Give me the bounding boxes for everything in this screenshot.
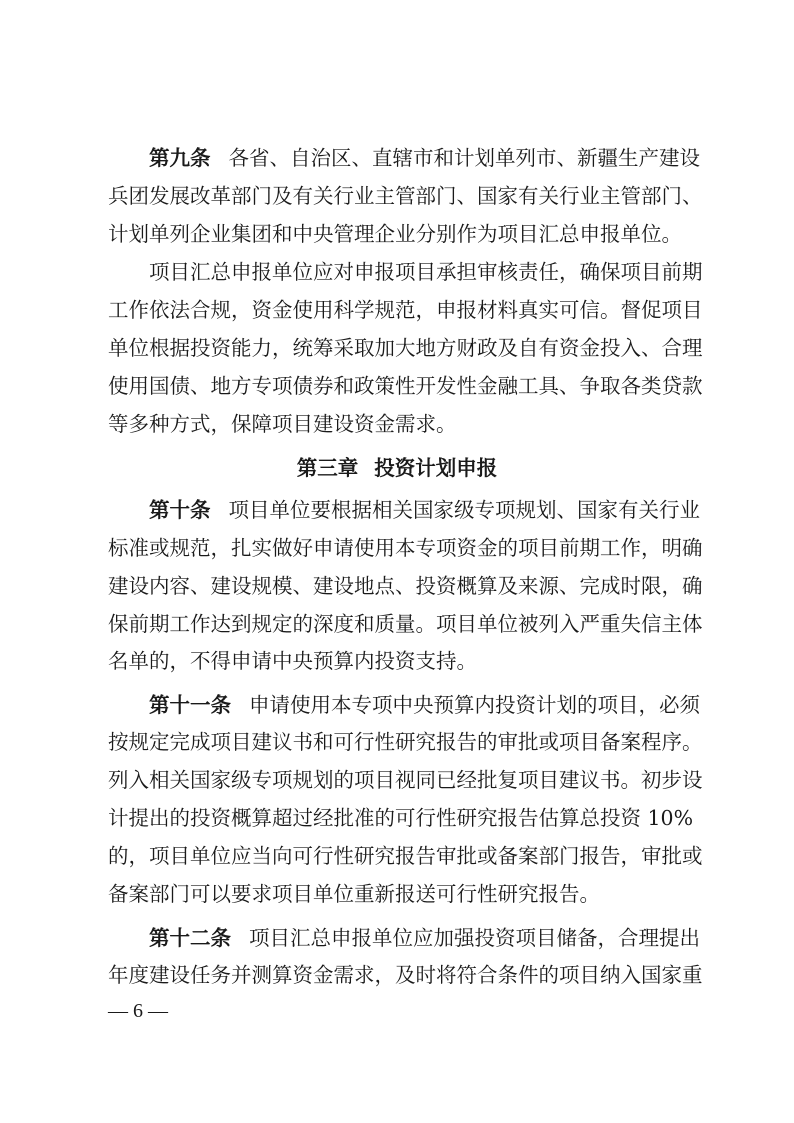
line-text: 单位根据投资能力，统筹采取加大地方财政及自有资金投入、合理 (108, 336, 703, 360)
paragraph-line (108, 367, 703, 405)
line-text: 计划单列企业集团和中央管理企业分别作为项目汇总申报单位。 (108, 222, 682, 246)
line-text: 名单的，不得申请中央预算内投资支持。 (108, 649, 477, 673)
line-text: 的，项目单位应当向可行性研究报告审批或备案部门报告，审批或 (108, 844, 703, 868)
line-text: 项目汇总申报单位应对申报项目承担审核责任，确保项目前期 (149, 260, 703, 284)
paragraph-line (108, 799, 694, 837)
paragraph-line (108, 723, 703, 761)
line-text: 申请使用本专项中央预算内投资计划的项目，必须 (249, 693, 700, 717)
paragraph-line (108, 761, 703, 799)
paragraph-line (108, 567, 703, 605)
article-number: 第十二条 (149, 926, 231, 950)
line-text: 等多种方式，保障项目建设资金需求。 (108, 412, 457, 436)
article-number: 第十一条 (149, 693, 231, 717)
chapter-heading (0, 449, 794, 487)
paragraph-line (108, 405, 691, 443)
paragraph-line (108, 529, 703, 567)
line-text: 保前期工作达到规定的深度和质量。项目单位被列入严重失信主体 (108, 612, 703, 636)
paragraph-line (149, 139, 700, 177)
line-text: 计提出的投资概算超过经批准的可行性研究报告估算总投资 10% (108, 806, 694, 830)
paragraph-line (108, 215, 691, 253)
line-text: 项目汇总申报单位应加强投资项目储备，合理提出 (249, 926, 700, 950)
article-number: 第九条 (149, 146, 211, 170)
line-text: 标准或规范，扎实做好申请使用本专项资金的项目前期工作，明确 (108, 536, 703, 560)
paragraph-line (108, 837, 703, 875)
paragraph-line (108, 291, 703, 329)
line-text: 各省、自治区、直辖市和计划单列市、新疆生产建设 (228, 146, 700, 170)
line-text: 备案部门可以要求项目单位重新报送可行性研究报告。 (108, 882, 600, 906)
paragraph-line (149, 253, 703, 291)
line-text: 按规定完成项目建议书和可行性研究报告的审批或项目备案程序。 (108, 730, 703, 754)
line-text: 项目单位要根据相关国家级专项规划、国家有关行业 (228, 498, 700, 522)
chapter-number: 第三章 (296, 456, 359, 480)
article-number: 第十条 (149, 498, 211, 522)
paragraph-line (108, 875, 691, 913)
paragraph-line (108, 177, 703, 215)
line-text: 使用国债、地方专项债券和政策性开发性金融工具、争取各类贷款 (108, 374, 703, 398)
paragraph-line (108, 642, 691, 680)
paragraph-line (108, 956, 703, 994)
paragraph-line (149, 686, 700, 724)
paragraph-line (108, 329, 703, 367)
line-text: 列入相关国家级专项规划的项目视同已经批复项目建议书。初步设 (108, 768, 703, 792)
line-text: 建设内容、建设规模、建设地点、投资概算及来源、完成时限，确 (108, 574, 703, 598)
line-text: 年度建设任务并测算资金需求，及时将符合条件的项目纳入国家重 (108, 963, 703, 987)
chapter-title: 投资计划申报 (374, 456, 498, 480)
line-text: 兵团发展改革部门及有关行业主管部门、国家有关行业主管部门、 (108, 184, 703, 208)
paragraph-line (149, 491, 700, 529)
page-number: — 6 — (108, 1000, 168, 1022)
line-text: 工作依法合规，资金使用科学规范，申报材料真实可信。督促项目 (108, 298, 703, 322)
paragraph-line (108, 605, 703, 643)
paragraph-line (149, 919, 700, 957)
